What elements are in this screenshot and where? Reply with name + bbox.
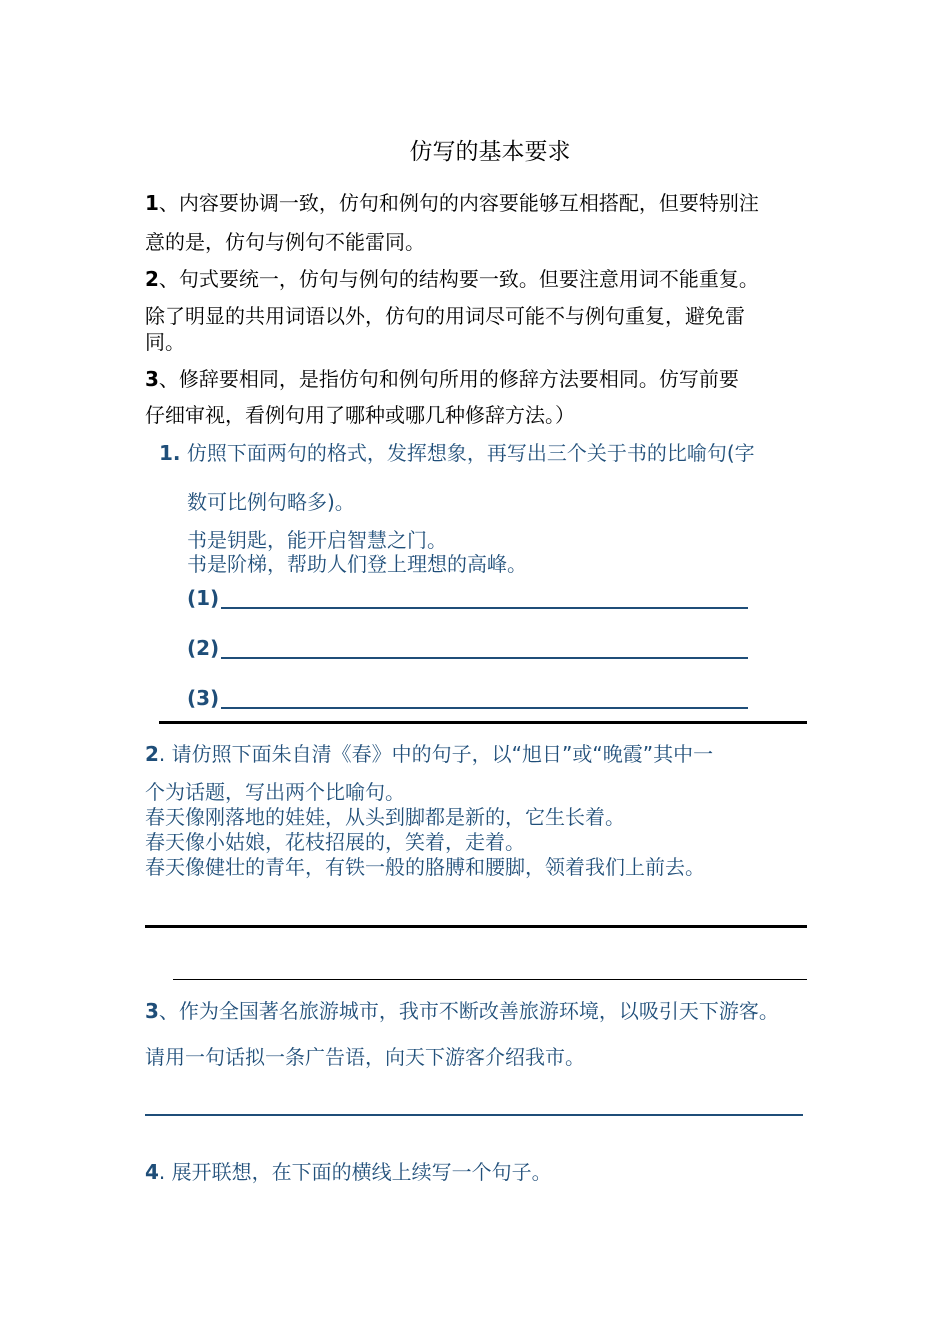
- question-1-blank-3-label: (3): [187, 686, 220, 710]
- question-1-number: 1.: [159, 441, 181, 465]
- requirement-2-line-1: [145, 263, 759, 292]
- question-2-example-2: 春天像小姑娘，花枝招展的，笑着，走着。: [145, 830, 525, 854]
- question-1-blank-1-label: (1): [187, 586, 220, 610]
- question-2-line-1: [145, 738, 713, 767]
- question-1-line-1: [159, 437, 755, 466]
- question-3-answer-line[interactable]: [145, 1114, 803, 1116]
- requirement-1-line-1: [145, 187, 759, 216]
- question-1-example-2: 书是阶梯，帮助人们登上理想的高峰。: [187, 552, 527, 576]
- question-2-answer-line-2[interactable]: [173, 979, 807, 980]
- question-3-number: 3: [145, 999, 159, 1023]
- requirement-2-line-3: 同。: [145, 330, 185, 354]
- question-2-number: 2: [145, 742, 159, 766]
- question-1-text: 仿照下面两句的格式，发挥想象，再写出三个关于书的比喻句(字: [186, 441, 755, 465]
- requirement-2-number: 2: [145, 267, 159, 291]
- question-2-example-1: 春天像刚落地的娃娃，从头到脚都是新的，它生长着。: [145, 805, 625, 829]
- question-1-blank-2-line[interactable]: [221, 657, 748, 659]
- question-1-example-1: 书是钥匙，能开启智慧之门。: [187, 528, 447, 552]
- page-title: 仿写的基本要求: [409, 139, 571, 165]
- requirement-2-line-2: 除了明显的共用词语以外，仿句的用词尽可能不与例句重复，避免雷: [145, 304, 745, 328]
- question-3-line-1: [145, 995, 779, 1024]
- question-4-text: . 展开联想，在下面的横线上续写一个句子。: [158, 1160, 552, 1184]
- requirement-1-number: 1: [145, 191, 159, 215]
- requirement-3-text: 、修辞要相同，是指仿句和例句所用的修辞方法要相同。仿写前要: [158, 367, 739, 391]
- requirement-1-line-2: 意的是，仿句与例句不能雷同。: [145, 230, 425, 254]
- question-1-blank-1-line[interactable]: [221, 607, 748, 609]
- requirement-3-line-2: 仔细审视，看例句用了哪种或哪几种修辞方法。）: [145, 403, 575, 427]
- section-divider-line: [159, 721, 807, 724]
- question-4-number: 4: [145, 1160, 159, 1184]
- question-2-line-2: 个为话题，写出两个比喻句。: [145, 780, 405, 804]
- question-2-example-3: 春天像健壮的青年，有铁一般的胳膊和腰脚，领着我们上前去。: [145, 855, 705, 879]
- question-1-blank-3-line[interactable]: [221, 707, 748, 709]
- requirement-2-text: 、句式要统一，仿句与例句的结构要一致。但要注意用词不能重复。: [158, 267, 759, 291]
- question-4-line-1: [145, 1156, 552, 1185]
- requirement-3-number: 3: [145, 367, 159, 391]
- question-1-blank-2-label: (2): [187, 636, 220, 660]
- requirement-1-text: 、内容要协调一致，仿句和例句的内容要能够互相搭配，但要特别注: [158, 191, 759, 215]
- question-3-text: 、作为全国著名旅游城市，我市不断改善旅游环境，以吸引天下游客。: [158, 999, 779, 1023]
- question-3-line-2: 请用一句话拟一条广告语，向天下游客介绍我市。: [145, 1045, 585, 1069]
- question-1-line-2: 数可比例句略多)。: [187, 490, 355, 514]
- question-2-answer-line-1[interactable]: [145, 925, 807, 928]
- question-2-text: . 请仿照下面朱自清《春》中的句子，以“旭日”或“晚霞”其中一: [158, 742, 714, 766]
- requirement-3-line-1: [145, 363, 739, 392]
